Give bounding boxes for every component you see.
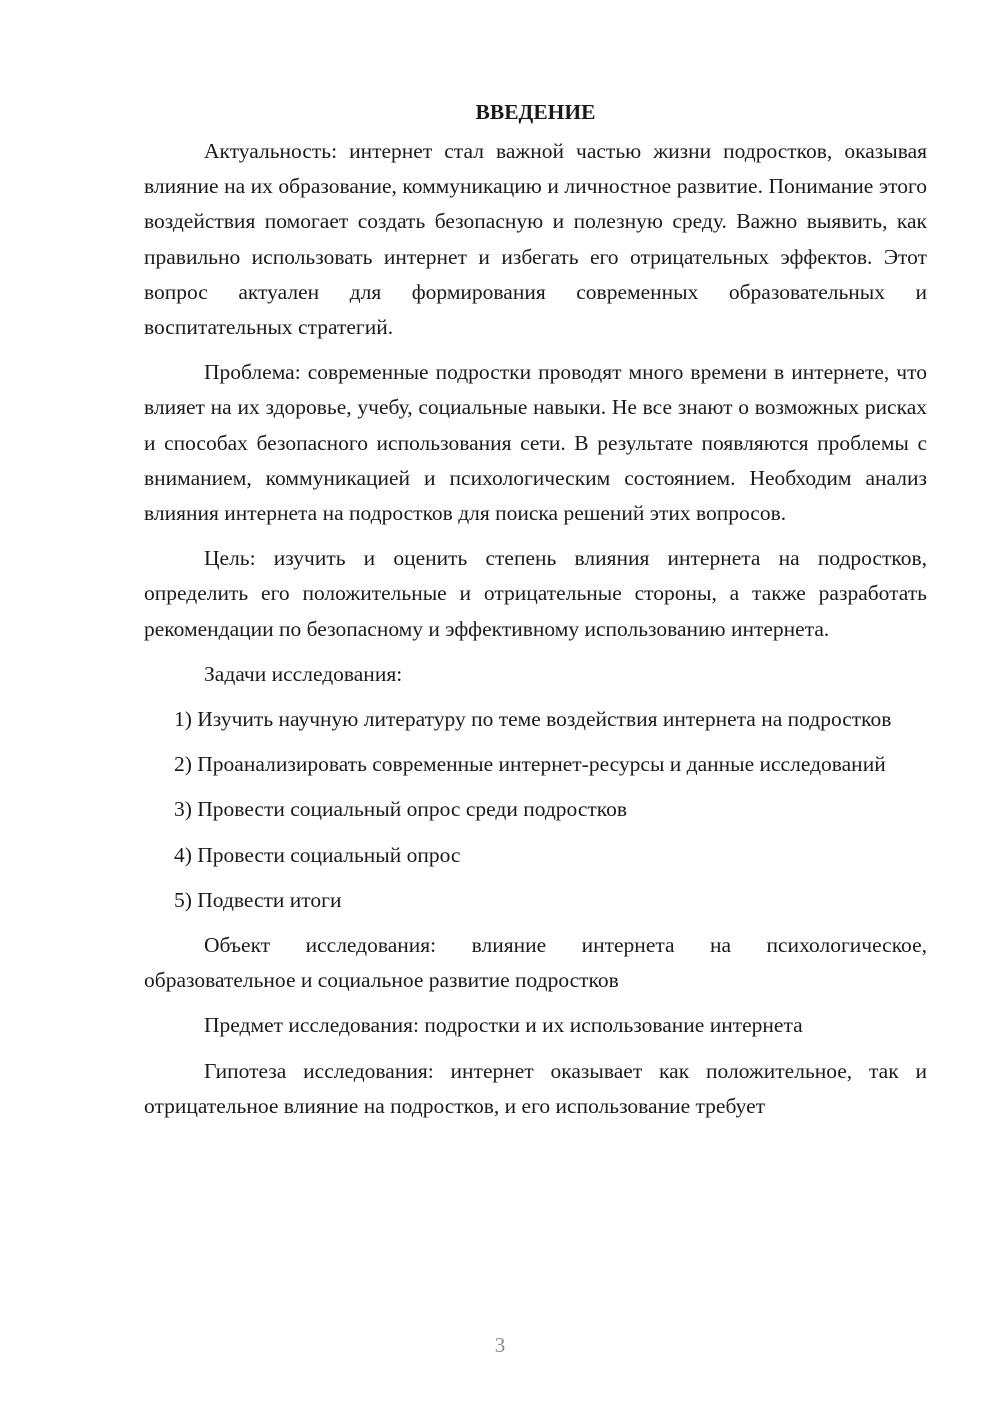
subject-paragraph: Предмет исследования: подростки и их использование интернета: [204, 1013, 803, 1038]
task-item: 5) Подвести итоги: [174, 887, 342, 912]
hypothesis-paragraph: Гипотеза исследования: интернет оказывает как положительное, так и отрицательное влияние на подростков, и его использование требует: [144, 1058, 927, 1118]
task-item: 2) Проанализировать современные интернет-ресурсы и данные исследований: [174, 752, 886, 777]
task-item: 4) Провести социальный опрос: [174, 842, 461, 867]
relevance-paragraph: Актуальность: интернет стал важной частью жизни подростков, оказывая влияние на их образование, коммуникацию и личностное развитие. Понимание этого воздействия помогает создать безопасную и полезную среду. Важно выявить, как правильно использовать интернет и избегать его отрицательных эффектов. Этот вопрос актуален для формирования современных образовательных и воспитательных стратегий.: [144, 139, 927, 340]
task-item: 3) Провести социальный опрос среди подростков: [174, 797, 628, 822]
goal-paragraph: Цель: изучить и оценить степень влияния интернета на подростков, определить его положительные и отрицательные стороны, а также разработать рекомендации по безопасному и эффективному использованию интернета.: [144, 546, 927, 641]
page-number: 3: [494, 1333, 506, 1357]
section-title: ВВЕДЕНИЕ: [475, 100, 596, 124]
problem-paragraph: Проблема: современные подростки проводят много времени в интернете, что влияет на их здоровье, учебу, социальные навыки. Не все знают о возможных рисках и способах безопасного использования сети. В результате появляются проблемы с вниманием, коммуникацией и психологическим состоянием. Необходим анализ влияния интернета на подростков для поиска решений этих вопросов.: [144, 360, 927, 526]
object-paragraph: Объект исследования: влияние интернета на психологическое, образовательное и социальное развитие подростков: [144, 933, 927, 993]
tasks-heading: Задачи исследования:: [204, 661, 403, 686]
task-item: 1) Изучить научную литературу по теме воздействия интернета на подростков: [174, 707, 892, 732]
page-content: [144, 98, 927, 1124]
